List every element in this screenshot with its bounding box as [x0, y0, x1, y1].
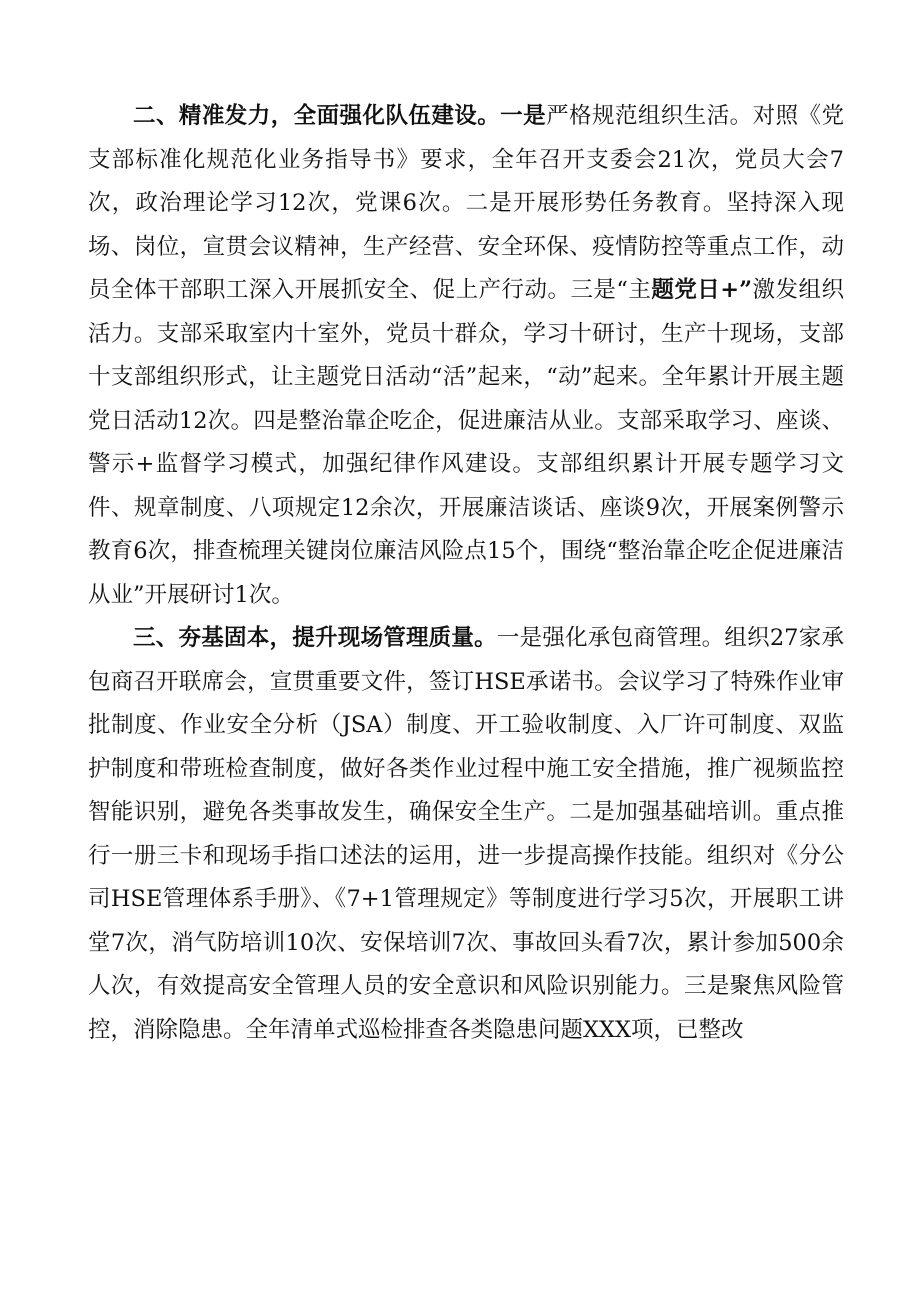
paragraph-heading: 三、夯基固本，提升现场管理质量。 — [133, 625, 497, 651]
paragraph-team-building — [88, 95, 844, 617]
paragraph-emphasis: 题党日+” — [651, 277, 753, 303]
paragraph-heading: 二、精准发力，全面强化队伍建设。一是 — [133, 103, 547, 129]
paragraph-body-continued: 激发组织活力。支部采取室内十室外，党员十群众，学习十研讨，生产十现场，支部十支部组织形式，让主题党日活动“活”起来，“动”起来。全年累计开展主题党日活动12次。四是整治靠企吃企，促进廉洁从业。支部采取学习、座谈、警示+监督学习模式，加强纪律作风建设。支部组织累计开展专题学习文件、规章制度、八项规定12余次，开展廉洁谈话、座谈9次，开展案例警示教育6次，排查梳理关键岗位廉洁风险点15个，围绕“整治靠企吃企促进廉洁从业”开展研讨1次。 — [88, 277, 844, 608]
paragraph-site-management — [88, 617, 844, 1052]
paragraph-body: 一是强化承包商管理。组织27家承包商召开联席会，宣贯重要文件，签订HSE承诺书。会议学习了特殊作业审批制度、作业安全分析（JSA）制度、开工验收制度、入厂许可制度、双监护制度和带班检查制度，做好各类作业过程中施工安全措施，推广视频监控智能识别，避免各类事故发生，确保安全生产。二是加强基础培训。重点推行一册三卡和现场手指口述法的运用，进一步提高操作技能。组织对《分公司HSE管理体系手册》、《7+1管理规定》等制度进行学习5次，开展职工讲堂7次，消气防培训10次、安保培训7次、事故回头看7次，累计参加500余人次，有效提高安全管理人员的安全意识和风险识别能力。三是聚焦风险管控，消除隐患。全年清单式巡检排查各类隐患问题XXX项，已整改 — [88, 625, 844, 1043]
document-page — [88, 95, 844, 1052]
paragraph-body: 严格规范组织生活。对照《党支部标准化规范化业务指导书》要求，全年召开支委会21次，党员大会7次，政治理论学习12次，党课6次。二是开展形势任务教育。坚持深入现场、岗位，宣贯会议精神，生产经营、安全环保、疫情防控等重点工作，动员全体干部职工深入开展抓安全、促上产行动。三是“主 — [88, 103, 844, 303]
